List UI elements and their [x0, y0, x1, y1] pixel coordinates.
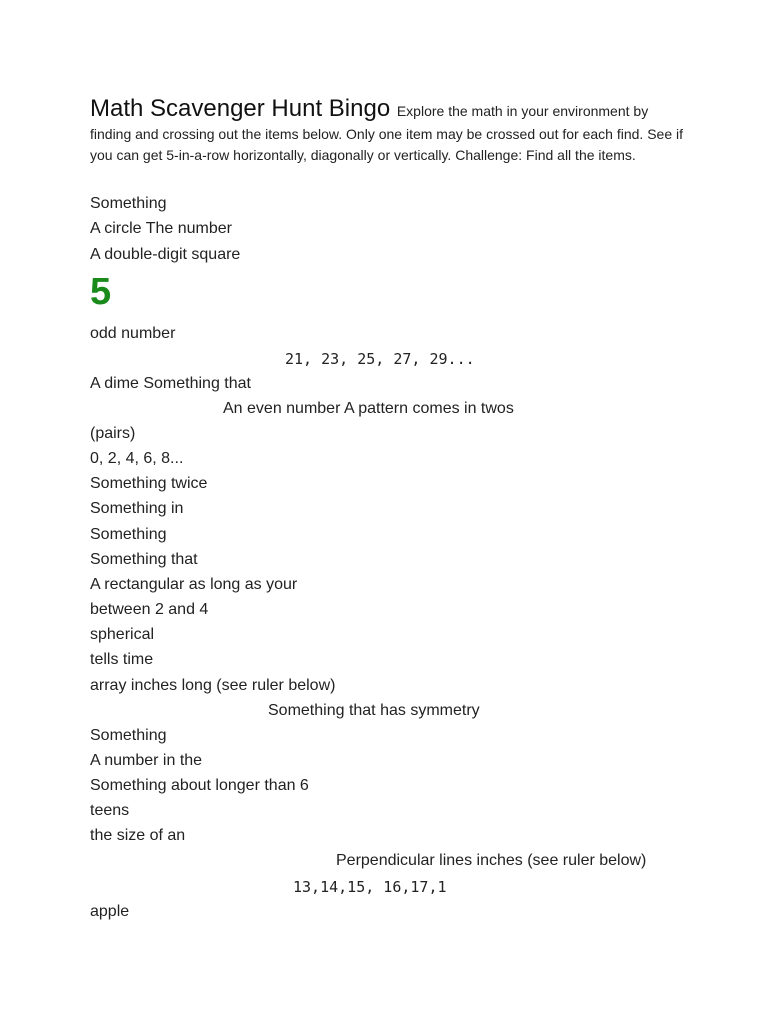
line-22: A number in the [90, 752, 203, 769]
line-25: the size of an [90, 827, 186, 844]
line-20: Something that has symmetry [268, 702, 480, 719]
header-block [90, 94, 690, 166]
even-number-sequence: 0, 2, 4, 6, 8... [90, 450, 184, 467]
line-13: Something [90, 526, 167, 543]
line-5: odd number [90, 325, 176, 342]
page-title: Math Scavenger Hunt Bingo [90, 95, 397, 122]
line-14: Something that [90, 551, 198, 568]
line-16: between 2 and 4 [90, 601, 209, 618]
line-12: Something in [90, 500, 184, 517]
big-number-five: 5 [90, 271, 112, 313]
odd-number-sequence: 21, 23, 25, 27, 29... [285, 350, 475, 368]
line-2: A circle The number [90, 220, 232, 237]
line-26: Perpendicular lines inches (see ruler below) [336, 852, 647, 869]
line-1: Something [90, 195, 167, 212]
line-8: An even number A pattern comes in twos [223, 400, 514, 417]
line-28: apple [90, 903, 130, 920]
line-18: tells time [90, 651, 154, 668]
line-17: spherical [90, 626, 155, 643]
line-9: (pairs) [90, 425, 136, 442]
intro-text: Explore the math in your environment by finding and crossing out the items below. Only one item may be crossed out for each find. See if you can get 5-in-a-row horizontally, diagonally or vertically. Challenge: Find all the items. [90, 103, 683, 163]
line-24: teens [90, 802, 130, 819]
line-7: A dime Something that [90, 375, 251, 392]
line-11: Something twice [90, 475, 208, 492]
teens-sequence: 13,14,15, 16,17,1 [293, 878, 447, 896]
line-15: A rectangular as long as your [90, 576, 298, 593]
line-3: A double-digit square [90, 246, 241, 263]
line-23: Something about longer than 6 [90, 777, 309, 794]
line-21: Something [90, 727, 167, 744]
line-19: array inches long (see ruler below) [90, 677, 336, 694]
